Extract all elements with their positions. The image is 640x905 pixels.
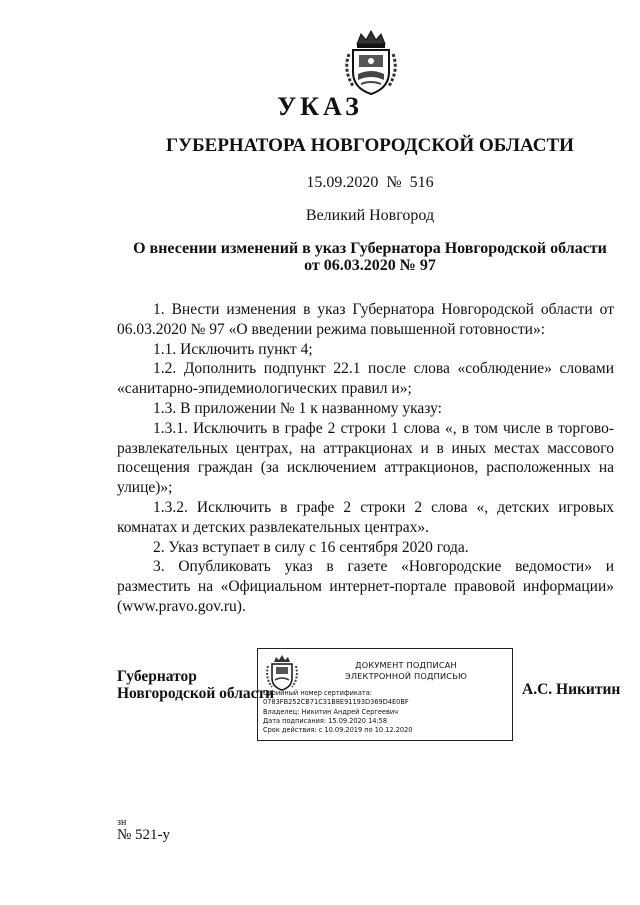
date-number-line [0,173,640,193]
paragraph: 1.2. Дополнить подпункт 22.1 после слова «соблюдение» словами «санитарно-эпидемиологических правил и»; [117,360,614,398]
certificate-validity: Срок действия: с 10.09.2019 по 10.12.2020 [263,726,413,735]
paragraph: 2. Указ вступает в силу с 16 сентября 2020 года. [153,538,469,556]
signer-name: А.С. Никитин [522,681,621,698]
stamp-header-line: ЭЛЕКТРОННОЙ ПОДПИСЬЮ [344,671,468,681]
registration-code: зн [117,817,127,828]
paragraph: 3. Опубликовать указ в газете «Новгородские ведомости» и разместить на «Официальном интернет-портале правовой информации» (www.pravo.gov.ru). [117,558,614,615]
document-city: Великий Новгород [305,207,435,224]
registration-number: № 521-у [117,827,171,843]
paragraph: 1.3.1. Исключить в графе 2 строки 1 слова «, в том числе в торгово-развлекательных центрах, на аттракционах и в иных местах массового посещения граждан (за исключением аттракционов, расположенных на улице)»; [117,419,614,497]
coat-of-arms-icon [339,28,403,96]
number-sign: № [386,174,402,191]
stamp-header [306,660,506,682]
document-date: 15.09.2020 [306,174,379,191]
paragraph: 1.1. Исключить пункт 4; [153,340,313,358]
certificate-label: Серийный номер сертификата: [263,689,373,697]
electronic-signature-stamp [257,648,513,741]
paragraph: 1.3.2. Исключить в графе 2 строки 2 слова «, детских игровых комнатах и детских развлекательных центрах». [117,498,614,536]
signing-date: Дата подписания: 15.09.2020 14:58 [263,716,388,725]
document-number: 516 [409,174,434,191]
heading-line: от 06.03.2020 № 97 [304,257,436,274]
certificate-owner: Владелец: Никитин Андрей Сергеевич [263,707,399,716]
certificate-serial: 0783FB252CB71C31B8E91193D369D4E0BF [263,698,409,707]
document-heading [130,240,610,274]
document-subtitle: ГУБЕРНАТОРА НОВГОРОДСКОЙ ОБЛАСТИ [166,135,574,156]
stamp-header-line: ДОКУМЕНТ ПОДПИСАН [355,660,457,670]
paragraph: 1.3. В приложении № 1 к названному указу: [153,399,442,417]
heading-line: О внесении изменений в указ Губернатора Новгородской области [133,240,607,257]
document-body [117,300,614,617]
signer-title [117,668,274,702]
stamp-details [263,689,509,735]
paragraph: 1. Внести изменения в указ Губернатора Новгородской области от 06.03.2020 № 97 «О введении режима повышенной готовности»: [117,301,614,338]
signer-title-line: Новгородской области [117,685,275,702]
stamp-emblem-icon [264,654,300,692]
document-title: УКАЗ [277,92,363,121]
signer-title-line: Губернатор [117,668,197,685]
registration-mark [117,818,170,842]
